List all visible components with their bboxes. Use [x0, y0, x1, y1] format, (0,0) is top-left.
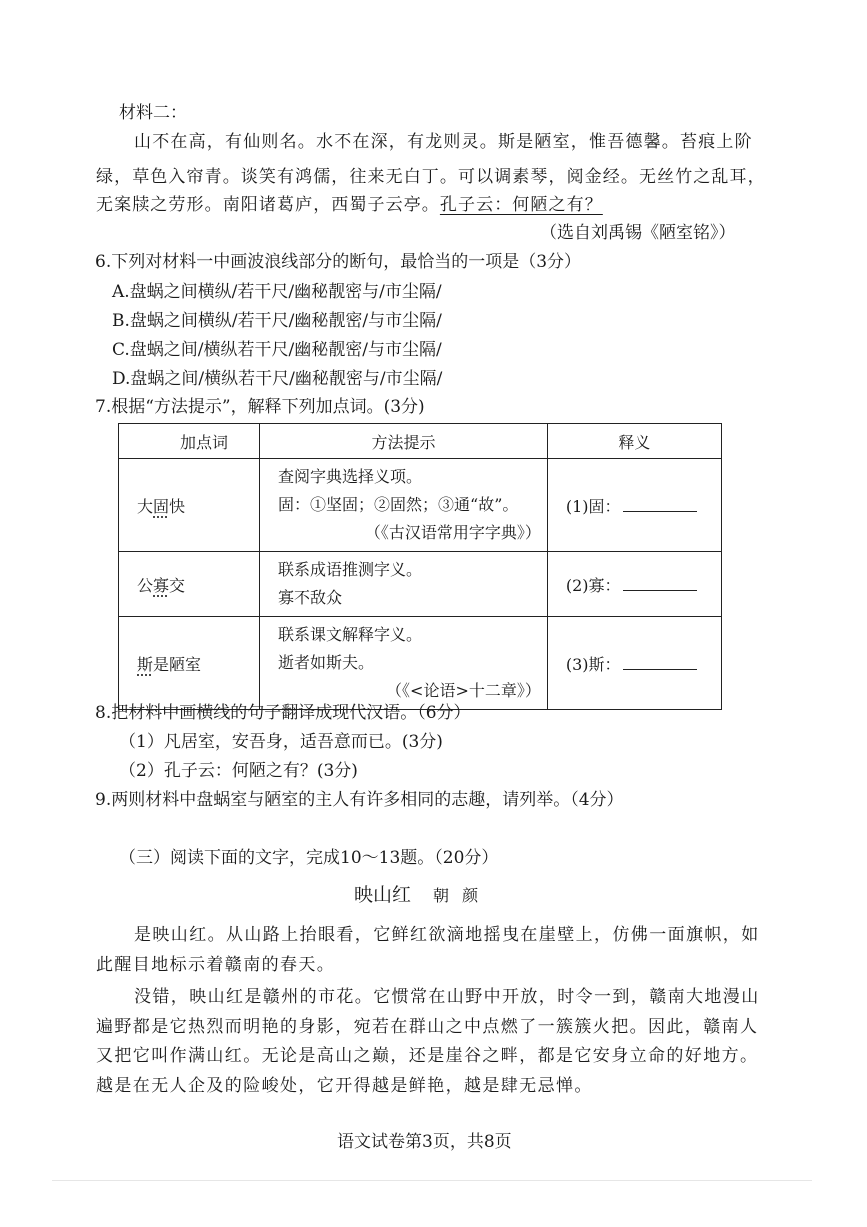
answer-blank[interactable] [623, 653, 697, 670]
material2-heading: 材料二： [119, 103, 187, 123]
row3-hint-detail: 逝者如斯夫。 [278, 653, 375, 672]
table-row [119, 459, 722, 552]
material2-source: （选自刘禹锡《陋室铭》） [540, 223, 736, 243]
article-title: 映山红 [354, 884, 412, 906]
table-header-row [119, 424, 722, 459]
row2-word: 公寡交 [119, 552, 260, 617]
material2-line-3-text: 无案牍之劳形。南阳诸葛庐，西蜀子云亭。 [96, 195, 440, 215]
q8-stem: 8.把材料中画横线的句子翻译成现代汉语。（6分） [95, 703, 471, 723]
header-word: 加点词 [119, 424, 260, 459]
method-table [118, 423, 722, 710]
row3-word: 斯是陋室 [119, 617, 260, 710]
paragraph-line: 遍野都是它热烈而明艳的身影，宛若在群山之中点燃了一簇簇火把。因此，赣南人 [96, 1017, 759, 1037]
article-author: 朝 颜 [433, 886, 483, 905]
row3-hint [260, 617, 548, 710]
row2-answer[interactable]: (2)寡： [547, 552, 721, 617]
row1-hint-source: （《古汉语常用字字典》） [364, 523, 541, 542]
material2-line-3 [96, 194, 603, 216]
row1-hint-detail: 固：①坚固；②固然；③通“故”。 [278, 495, 519, 514]
answer-blank[interactable] [623, 495, 697, 512]
paragraph-line: 没错，映山红是赣州的市花。它惯常在山野中开放，时令一到，赣南大地漫山 [134, 987, 760, 1007]
material2-line-1: 山不在高，有仙则名。水不在深，有龙则灵。斯是陋室，惟吾德馨。苔痕上阶 [134, 132, 753, 152]
row2-hint [260, 552, 548, 617]
q6-option-d: D.盘蜗之间/横纵若干尺/幽秘靓密与/市尘隔/ [112, 369, 443, 389]
q8-item-2: （2）孔子云：何陋之有？(3分) [119, 761, 358, 781]
footer-divider [52, 1180, 812, 1181]
paragraph-line: 是映山红。从山路上抬眼看，它鲜红欲滴地摇曳在崖壁上，仿佛一面旗帜，如 [134, 925, 760, 945]
row1-hint-method: 查阅字典选择义项。 [278, 467, 423, 486]
q6-option-b: B.盘蜗之间横纵/若干尺/幽秘靓密/与市尘隔/ [112, 311, 442, 331]
underlined-sentence: 孔子云：何陋之有？ [439, 195, 603, 215]
paragraph-line: 越是在无人企及的险峻处，它开得越是鲜艳，越是肆无忌惮。 [96, 1076, 593, 1096]
dotted-word: 寡 [153, 575, 170, 595]
q8-item-1: （1）凡居室，安吾身，适吾意而已。(3分) [119, 732, 443, 752]
paragraph-line: 又把它叫作满山红。无论是高山之巅，还是崖谷之畔，都是它安身立命的好地方。 [96, 1046, 759, 1066]
row2-hint-detail: 寡不敌众 [278, 588, 343, 607]
q6-option-c: C.盘蜗之间/横纵若干尺/幽秘靓密/与市尘隔/ [112, 340, 442, 360]
q6-stem: 6.下列对材料一中画波浪线部分的断句，最恰当的一项是（3分） [95, 252, 582, 272]
row3-answer[interactable]: (3)斯： [547, 617, 721, 710]
q9-stem: 9.两则材料中盘蜗室与陋室的主人有许多相同的志趣，请列举。（4分） [95, 790, 624, 810]
table-row [119, 617, 722, 710]
row3-hint-method: 联系课文解释字义。 [278, 625, 423, 644]
q7-stem: 7.根据“方法提示”，解释下列加点词。(3分) [95, 397, 425, 417]
table-row [119, 552, 722, 617]
row1-word: 大固快 [119, 459, 260, 552]
article-title-line [354, 884, 482, 907]
row2-hint-method: 联系成语推测字义。 [278, 560, 423, 579]
row1-hint [260, 459, 548, 552]
row1-answer[interactable]: (1)固： [547, 459, 721, 552]
header-meaning: 释义 [547, 424, 721, 459]
q6-option-a: A.盘蜗之间横纵/若干尺/幽秘靓密与/市尘隔/ [112, 282, 442, 302]
dotted-word: 固 [153, 496, 170, 516]
paragraph-line: 此醒目地标示着赣南的春天。 [96, 955, 336, 975]
material2-line-2: 绿，草色入帘青。谈笑有鸿儒，往来无白丁。可以调素琴，阅金经。无丝竹之乱耳， [96, 167, 766, 187]
page-footer: 语文试卷第3页，共8页 [337, 1132, 512, 1152]
header-hint: 方法提示 [260, 424, 548, 459]
dotted-word: 斯 [137, 654, 154, 674]
section3-heading: （三）阅读下面的文字，完成10～13题。（20分） [119, 848, 499, 868]
row3-hint-source: （《<论语>十二章》） [386, 681, 541, 700]
answer-blank[interactable] [623, 574, 697, 591]
